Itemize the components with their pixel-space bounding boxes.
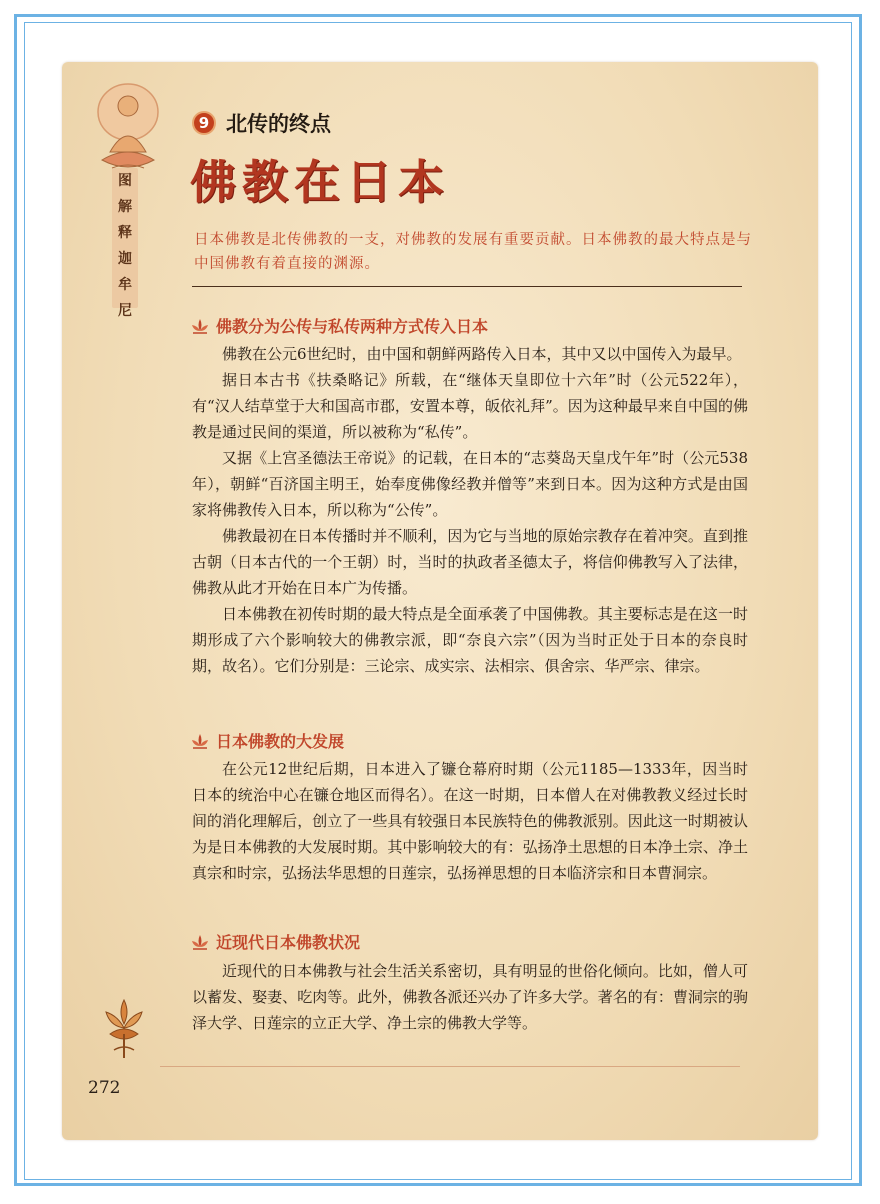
section-heading-text: 近现代日本佛教状况 <box>216 933 361 952</box>
lotus-bullet-icon <box>190 317 210 335</box>
paragraph: 又据《上宫圣德法王帝说》的记载，在日本的“志葵岛天皇戊午年”时（公元538年），朝鲜“百济国主明王，始奉度佛像经教并僧等”来到日本。因为这种方式是由国家将佛教传入日本，所以称为“公传”。 <box>192 449 748 519</box>
chapter-number-badge: 9 <box>192 111 216 135</box>
intro-text: 日本佛教是北传佛教的一支，对佛教的发展有重要贡献。日本佛教的最大特点是与中国佛教有着直接的渊源。 <box>194 232 752 272</box>
lotus-ornament-icon <box>96 994 152 1060</box>
lotus-bullet-icon <box>190 933 210 951</box>
paragraph: 日本佛教在初传时期的最大特点是全面承袭了中国佛教。其主要标志是在这一时期形成了六个影响较大的佛教宗派，即“奈良六宗”（因为当时正处于日本的奈良时期，故名）。它们分别是：三论宗、成实宗、法相宗、俱舍宗、华严宗、律宗。 <box>192 605 748 675</box>
section-heading-1 <box>190 314 488 337</box>
divider <box>192 286 742 287</box>
page-title: 佛教在日本 <box>190 155 450 209</box>
paragraph: 在公元12世纪后期，日本进入了镰仓幕府时期（公元1185—1333年，因当时日本的统治中心在镰仓地区而得名）。在这一时期，日本僧人在对佛教教义经过长时间的消化理解后，创立了一些具有较强日本民族特色的佛教派别。因此这一时期被认为是日本佛教的大发展时期。其中影响较大的有：弘扬净土思想的日本净土宗、净土真宗和时宗，弘扬法华思想的日莲宗，弘扬禅思想的日本临济宗和日本曹洞宗。 <box>192 760 748 882</box>
side-label-char: 牟 <box>118 277 132 293</box>
buddha-icon <box>92 82 164 178</box>
side-label-char: 释 <box>118 225 132 241</box>
paragraph: 据日本古书《扶桑略记》所载，在“继体天皇即位十六年”时（公元522年），有“汉人结草堂于大和国高市郡，安置本尊，皈依礼拜”。因为这种最早来自中国的佛教是通过民间的渠道，所以被称为“私传”。 <box>192 371 748 441</box>
side-label-char: 图 <box>118 173 132 189</box>
paragraph: 佛教最初在日本传播时并不顺利，因为它与当地的原始宗教存在着冲突。直到推古朝（日本古代的一个王朝）时，当时的执政者圣德太子，将信仰佛教写入了法律，佛教从此才开始在日本广为传播。 <box>192 527 748 597</box>
section-heading-text: 日本佛教的大发展 <box>216 732 345 751</box>
side-label-char: 解 <box>118 199 132 215</box>
chapter-header <box>192 108 331 138</box>
section-heading-text: 佛教分为公传与私传两种方式传入日本 <box>216 317 489 336</box>
side-label-char: 迦 <box>118 251 132 267</box>
paragraph: 佛教在公元6世纪时，由中国和朝鲜两路传入日本，其中又以中国传入为最早。 <box>222 345 742 363</box>
section-heading-2 <box>190 729 344 752</box>
lotus-bullet-icon <box>190 732 210 750</box>
side-label-char: 尼 <box>118 303 132 319</box>
section-heading-3 <box>190 930 360 953</box>
chapter-title: 北传的终点 <box>226 112 331 136</box>
side-label-band <box>112 168 138 319</box>
page-number: 272 <box>88 1078 121 1098</box>
footer-divider <box>160 1066 740 1067</box>
paragraph: 近现代的日本佛教与社会生活关系密切，具有明显的世俗化倾向。比如，僧人可以蓄发、娶妻、吃肉等。此外，佛教各派还兴办了许多大学。著名的有：曹洞宗的驹泽大学、日莲宗的立正大学、净土宗的佛教大学等。 <box>192 962 748 1032</box>
